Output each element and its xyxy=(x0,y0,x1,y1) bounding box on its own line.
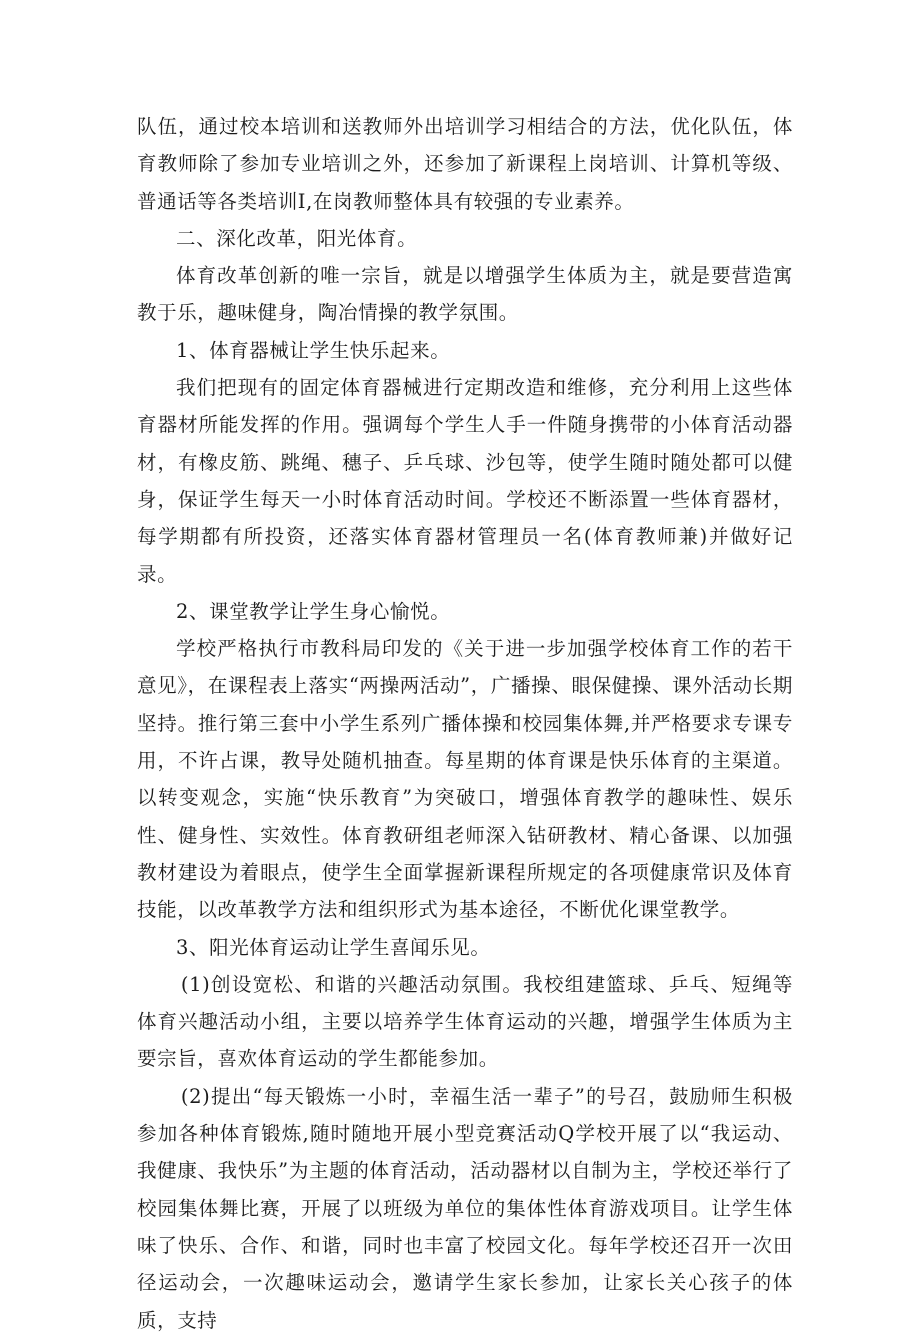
paragraph-item-2: (2)提出“每天锻炼一小时，幸福生活一辈子”的号召，鼓励师生积极参加各种体育锻炼,随时随地开展小型竞赛活动Q学校开展了以“我运动、我健康、我快乐”为主题的体育活动，活动器材以自制为主，学校还举行了校园集体舞比赛，开展了以班级为单位的集体性体育游戏项目。让学生体味了快乐、合作、和谐，同时也丰富了校园文化。每年学校还召开一次田径运动会，一次趣味运动会，邀请学生家长参加，让家长关心孩子的体质，支持 xyxy=(137,1084,793,1332)
section-heading-2: 二、深化改革，阳光体育。 xyxy=(176,226,418,250)
paragraph-reform-aim: 体育改革创新的唯一宗旨，就是以增强学生体质为主，就是要营造寓教于乐，趣味健身，陶冶情操的教学氛围。 xyxy=(137,264,793,325)
document-body xyxy=(137,108,793,1339)
paragraph-classroom: 学校严格执行市教科局印发的《关于进一步加强学校体育工作的若干意见》，在课程表上落实“两操两活动”，广播操、眼保健操、课外活动长期坚持。推行第三套中小学生系列广播体操和校园集体舞,并严格要求专课专用，不许占课，教导处随机抽查。每星期的体育课是快乐体育的主渠道。以转变观念，实施“快乐教育”为突破口，增强体育教学的趣味性、娱乐性、健身性、实效性。体育教研组老师深入钻研教材、精心备课、以加强教材建设为着眼点，使学生全面掌握新课程所规定的各项健康常识及体育技能，以改革教学方法和组织形式为基本途径，不断优化课堂教学。 xyxy=(137,637,793,922)
subheading-2: 2、课堂教学让学生身心愉悦。 xyxy=(176,599,451,623)
paragraph-item-1: (1)创设宽松、和谐的兴趣活动氛围。我校组建篮球、乒乓、短绳等体育兴趣活动小组，主要以培养学生体育运动的兴趣，增强学生体质为主要宗旨，喜欢体育运动的学生都能参加。 xyxy=(137,972,793,1071)
paragraph-continued: 队伍，通过校本培训和送教师外出培训学习相结合的方法，优化队伍，体育教师除了参加专业培训之外，还参加了新课程上岗培训、计算机等级、普通话等各类培训Ⅰ,在岗教师整体具有较强的专业素养。 xyxy=(137,115,793,213)
subheading-3: 3、阳光体育运动让学生喜闻乐见。 xyxy=(176,935,491,959)
subheading-1: 1、体育器械让学生快乐起来。 xyxy=(176,338,451,362)
paragraph-equipment: 我们把现有的固定体育器械进行定期改造和维修，充分利用上这些体育器材所能发挥的作用。强调每个学生人手一件随身携带的小体育活动器材，有橡皮筋、跳绳、穗子、乒乓球、沙包等，使学生随时随处都可以健身，保证学生每天一小时体育活动时间。学校还不断添置一些体育器材，每学期都有所投资，还落实体育器材管理员一名(体育教师兼)并做好记录。 xyxy=(137,376,793,586)
